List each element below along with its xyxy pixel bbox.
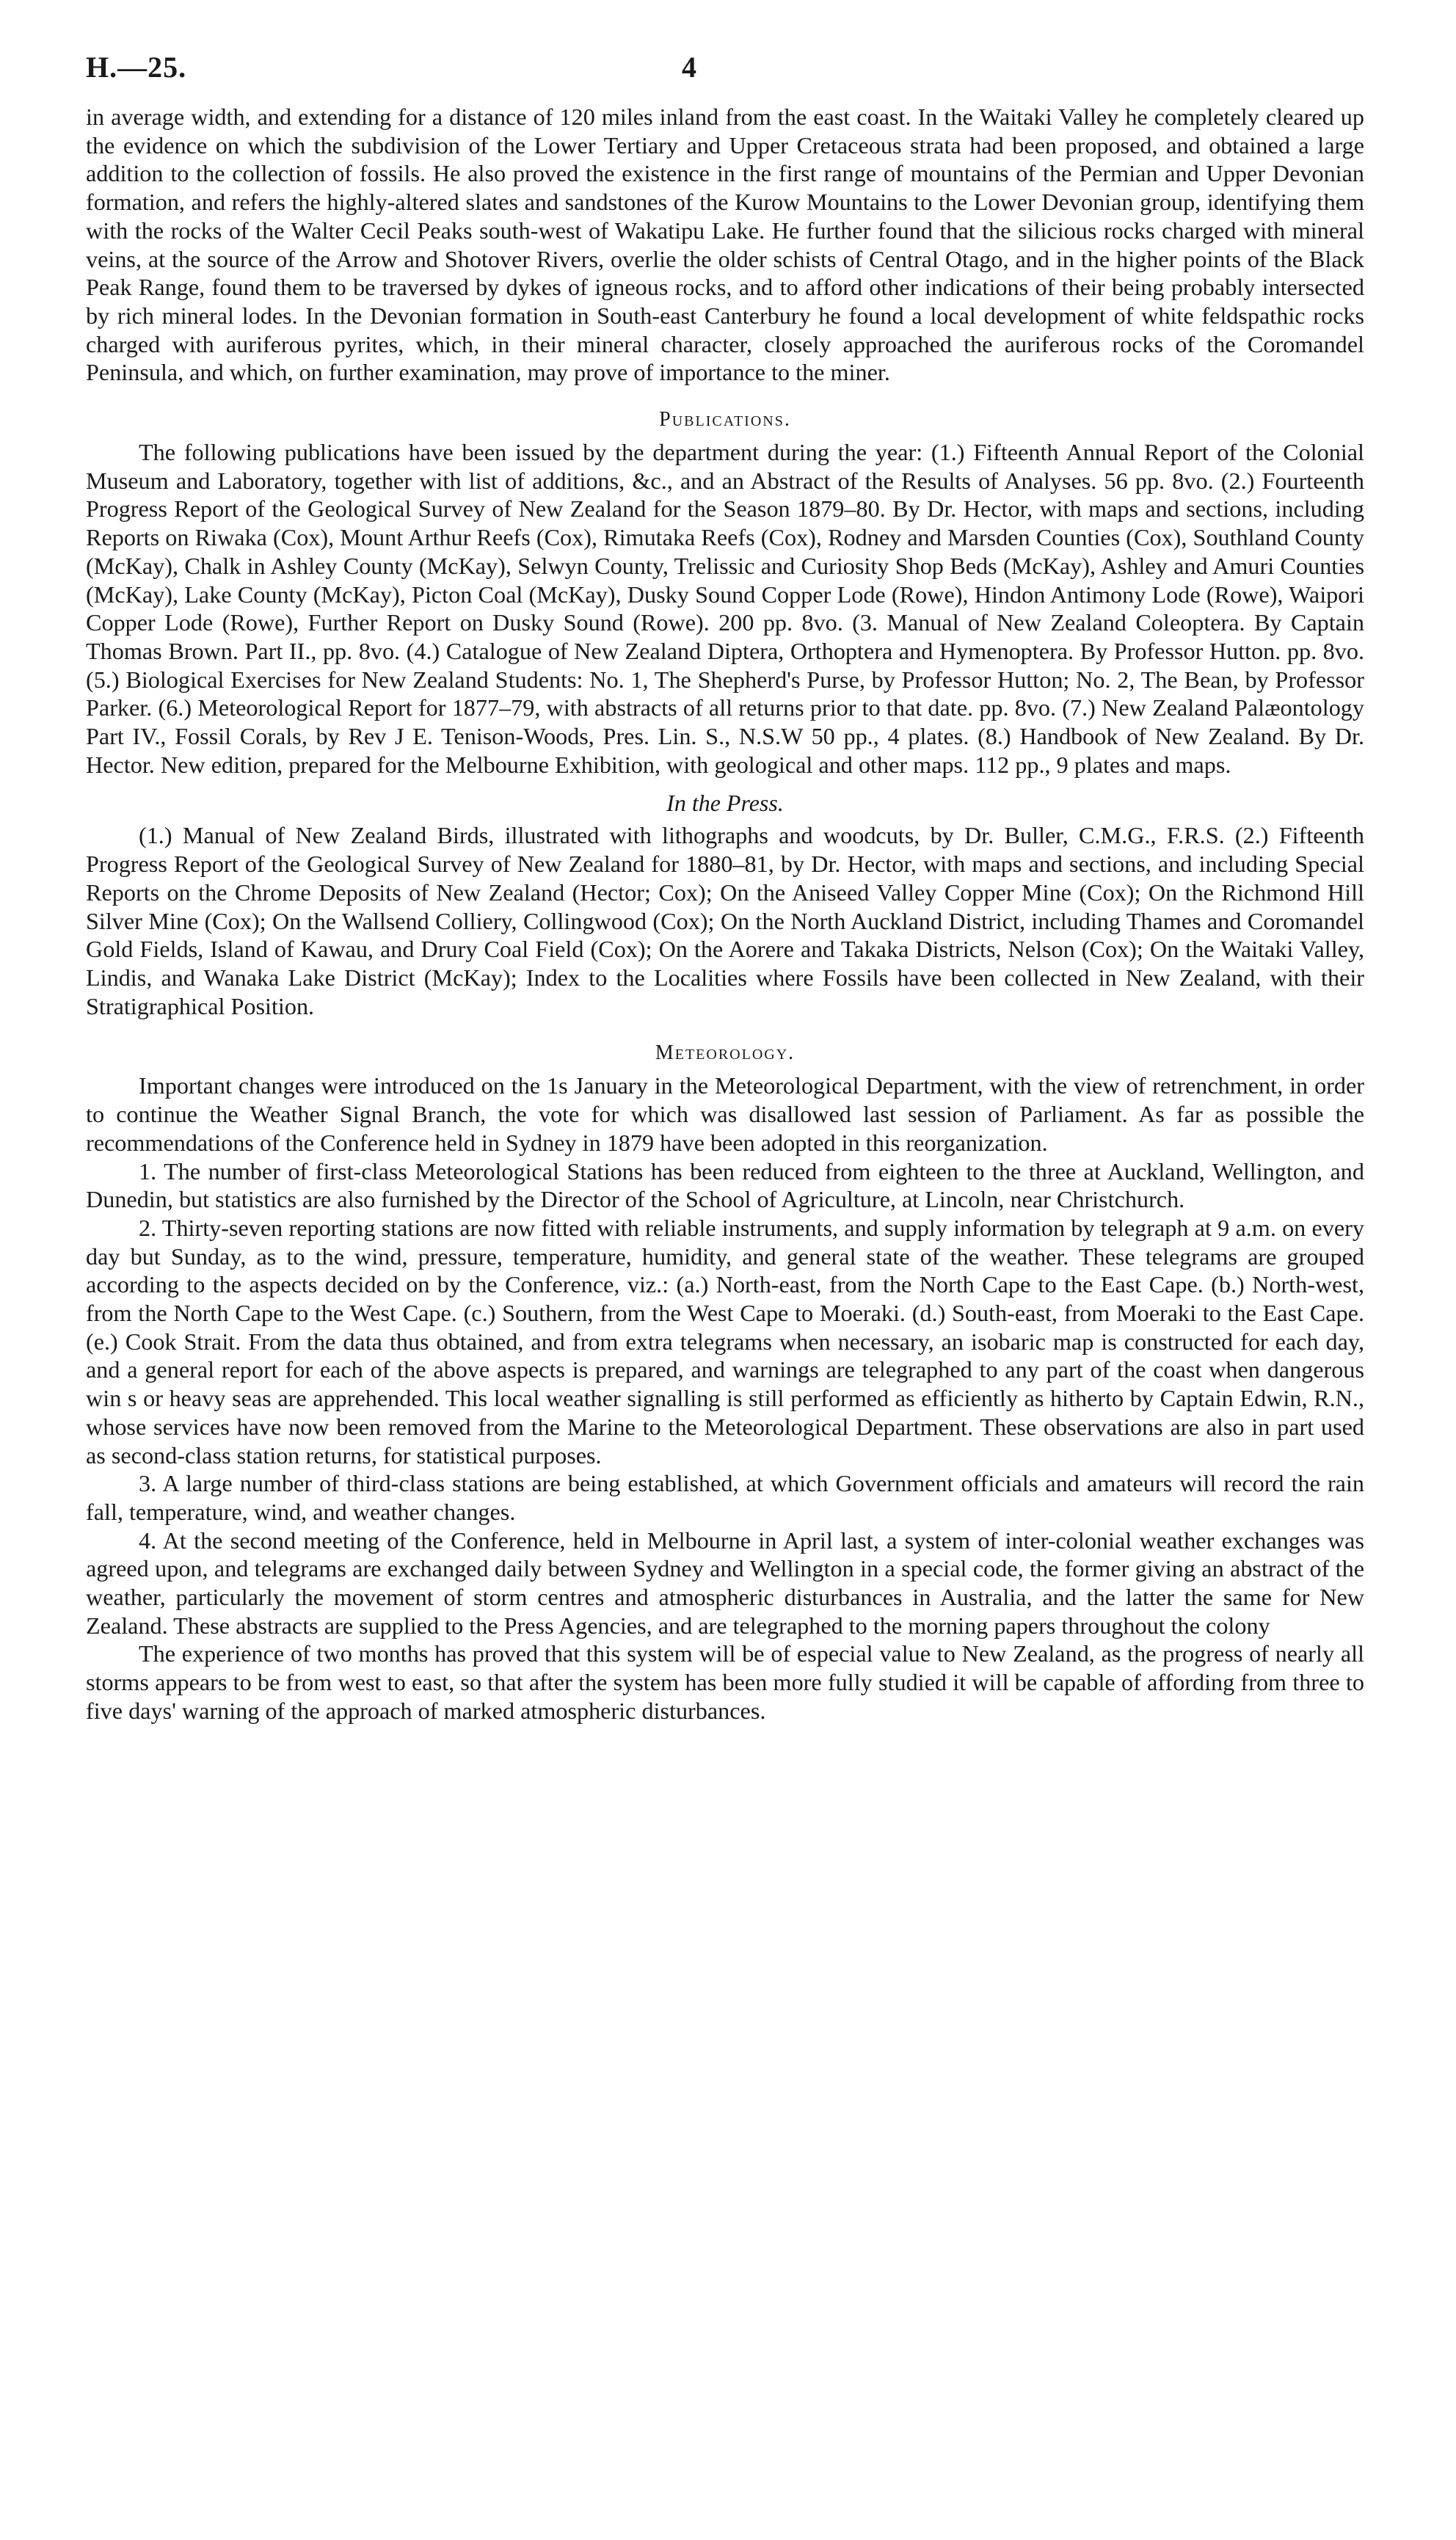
meteorology-paragraph: 1. The number of first-class Meteorological Stations has been reduced from eighteen to the three at Auckland, Wellington, and Dunedin, but statistics are also furnished by the Director of the School of Agriculture, at Lincoln, near Christchurch.: [86, 1157, 1364, 1213]
in-the-press-heading: In the Press.: [666, 790, 784, 817]
meteorology-paragraph: 3. A large number of third-class stations are being established, at which Government officials and amateurs will record the rain fall, temperature, wind, and weather changes.: [86, 1470, 1364, 1525]
parliamentary-paper-reference: H.—25.: [86, 51, 187, 84]
intro-paragraph: in average width, and extending for a distance of 120 miles inland from the east coast. In the Waitaki Valley he completely cleared up the evidence on which the subdivision of the Lower Tertiary and Upper Cretaceous strata had been proposed, and obtained a large addition to the collection of fossils. He also proved the existence in the first range of mountains of the Permian and Upper Devonian formation, and refers the highly-altered slates and sandstones of the Kurow Mountains to the Lower Devonian group, identifying them with the rocks of the Walter Cecil Peaks south-west of Wakatipu Lake. He further found that the silicious rocks charged with mineral veins, at the source of the Arrow and Shotover Rivers, overlie the older schists of Central Otago, and in the higher points of the Black Peak Range, found them to be traversed by dykes of igneous rocks, and to afford other indications of their being probably intersected by rich mineral lodes. In the Devonian formation in South-east Canterbury he found a local development of white feldspathic rocks charged with auriferous pyrites, which, in their mineral character, closely approached the auriferous rocks of the Coromandel Peninsula, and which, on further examination, may prove of importance to the miner.: [86, 103, 1364, 386]
document-page: [86, 44, 1364, 1725]
meteorology-paragraph: 4. At the second meeting of the Conference, held in Melbourne in April last, a system of inter-colonial weather exchanges was agreed upon, and telegrams are exchanged daily between Sydney and Wellington in a special code, the former giving an abstract of the weather, particularly the movement of storm centres and atmospheric disturbances in Australia, and the latter the same for New Zealand. These abstracts are supplied to the Press Agencies, and are telegraphed to the morning papers throughout the colony: [86, 1526, 1364, 1639]
meteorology-heading: Meteorology.: [655, 1041, 796, 1065]
in-the-press-paragraph: (1.) Manual of New Zealand Birds, illustrated with lithographs and woodcuts, by Dr. Buller, C.M.G., F.R.S. (2.) Fifteenth Progress Report of the Geological Survey of New Zealand for 1880–81, by Dr. Hector, with maps and sections, and including Special Reports on the Chrome Deposits of New Zealand (Hector; Cox); On the Aniseed Valley Copper Mine (Cox); On the Richmond Hill Silver Mine (Cox); On the Wallsend Colliery, Collingwood (Cox); On the North Auckland District, including Thames and Coromandel Gold Fields, Island of Kawau, and Drury Coal Field (Cox); On the Aorere and Takaka Districts, Nelson (Cox); On the Waitaki Valley, Lindis, and Wanaka Lake District (McKay); Index to the Localities where Fossils have been collected in New Zealand, with their Stratigraphical Position.: [86, 822, 1364, 1019]
meteorology-paragraph: Important changes were introduced on the 1s January in the Meteorological Department, with the view of retrenchment, in order to continue the Weather Signal Branch, the vote for which was disallowed last session of Parliament. As far as possible the recommendations of the Conference held in Sydney in 1879 have been adopted in this reorganization.: [86, 1072, 1364, 1156]
meteorology-paragraph: The experience of two months has proved that this system will be of especial value to New Zealand, as the progress of nearly all storms appears to be from west to east, so that after the system has been more fully studied it will be capable of affording from three to five days' warning of the approach of marked atmospheric disturbances.: [86, 1640, 1364, 1724]
page-number: 4: [682, 51, 696, 84]
publications-heading: Publications.: [659, 408, 791, 432]
page-header: [86, 44, 1364, 103]
meteorology-paragraph: 2. Thirty-seven reporting stations are now fitted with reliable instruments, and supply information by telegraph at 9 a.m. on every day but Sunday, as to the wind, pressure, temperature, humidity, and general state of the weather. These telegrams are grouped according to the aspects decided on by the Conference, viz.: (a.) North-east, from the North Cape to the East Cape. (b.) North-west, from the North Cape to the West Cape. (c.) Southern, from the West Cape to Moeraki. (d.) South-east, from Moeraki to the East Cape. (e.) Cook Strait. From the data thus obtained, and from extra telegrams when necessary, an isobaric map is constructed for each day, and a general report for each of the above aspects is prepared, and warnings are telegraphed to any part of the coast when dangerous win s or heavy seas are apprehended. This local weather signalling is still performed as efficiently as hitherto by Captain Edwin, R.N., whose services have now been removed from the Marine to the Meteorological Department. These observations are also in part used as second-class station returns, for statistical purposes.: [86, 1214, 1364, 1469]
publications-paragraph: The following publications have been issued by the department during the year: (1.) Fifteenth Annual Report of the Colonial Museum and Laboratory, together with list of additions, &c., and an Abstract of the Results of Analyses. 56 pp. 8vo. (2.) Fourteenth Progress Report of the Geological Survey of New Zealand for the Season 1879–80. By Dr. Hector, with maps and sections, including Reports on Riwaka (Cox), Mount Arthur Reefs (Cox), Rimutaka Reefs (Cox), Rodney and Marsden Counties (Cox), Southland County (McKay), Chalk in Ashley County (McKay), Selwyn County, Trelissic and Curiosity Shop Beds (McKay), Ashley and Amuri Counties (McKay), Lake County (McKay), Picton Coal (McKay), Dusky Sound Copper Lode (Rowe), Hindon Antimony Lode (Rowe), Waipori Copper Lode (Rowe), Further Report on Dusky Sound (Rowe). 200 pp. 8vo. (3. Manual of New Zealand Coleoptera. By Captain Thomas Brown. Part II., pp. 8vo. (4.) Catalogue of New Zealand Diptera, Orthoptera and Hymenoptera. By Professor Hutton. pp. 8vo. (5.) Biological Exercises for New Zealand Students: No. 1, The Shepherd's Purse, by Professor Hutton; No. 2, The Bean, by Professor Parker. (6.) Meteorological Report for 1877–79, with abstracts of all returns prior to that date. pp. 8vo. (7.) New Zealand Palæontology Part IV., Fossil Corals, by Rev J E. Tenison-Woods, Pres. Lin. S., N.S.W 50 pp., 4 plates. (8.) Handbook of New Zealand. By Dr. Hector. New edition, prepared for the Melbourne Exhibition, with geological and other maps. 112 pp., 9 plates and maps.: [86, 439, 1364, 778]
